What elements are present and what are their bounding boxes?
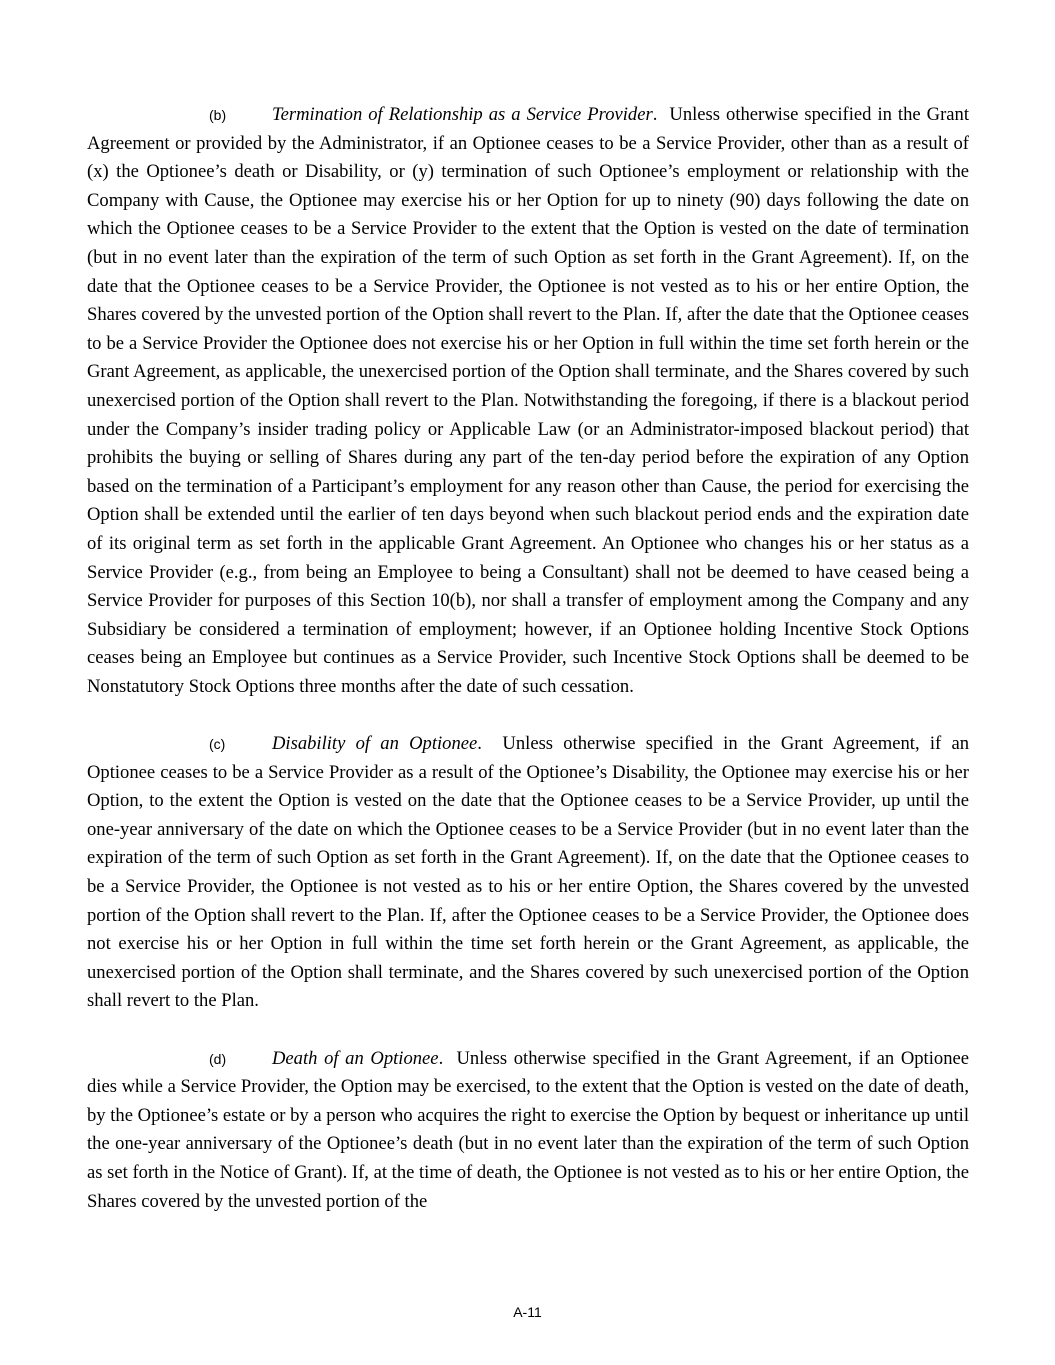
section-d-marker: (d) (209, 1050, 227, 1067)
section-b-paragraph (87, 101, 969, 701)
section-c-heading-punct: . (477, 733, 482, 755)
page-number: A-11 (513, 1304, 542, 1320)
section-d-body: Unless otherwise specified in the Grant Agreement, if an Optionee dies while a Service Provider, the Option may be exercised, to the extent that the Option is vested on the date of death, by the Optionee’s estate or by a person who acquires the right to exercise the Option by bequest or inheritance up until the one-year anniversary of the Optionee’s death (but in no event later than the expiration of the term of such Option as set forth in the Notice of Grant). If, at the time of death, the Optionee is not vested as to his or her entire Option, the Shares covered by the unvested portion of the (87, 1047, 969, 1212)
section-d-paragraph (87, 1045, 969, 1217)
section-d-heading: Death of an Optionee (272, 1047, 439, 1069)
section-c-marker: (c) (209, 736, 226, 753)
section-c-heading: Disability of an Optionee (272, 733, 478, 755)
section-c-paragraph (87, 730, 969, 1016)
section-d-heading-punct: . (438, 1047, 444, 1069)
section-c-body: Unless otherwise specified in the Grant Agreement, if an Optionee ceases to be a Service Provider as a result of the Optionee’s Disability, the Optionee may exercise his or her Option, to the extent the Option is vested on the date that the Optionee ceases to be a Service Provider, up until the one-year anniversary of the date on which the Optionee ceases to be a Service Provider (but in no event later than the expiration of the term of such Option as set forth in the Grant Agreement). If, on the date that the Optionee ceases to be a Service Provider, the Optionee is not vested as to his or her entire Option, the Shares covered by the unvested portion of the Option shall revert to the Plan. If, after the Optionee ceases to be a Service Provider, the Optionee does not exercise his or her Option in full within the time set forth herein or the Grant Agreement, as applicable, the unexercised portion of the Option shall terminate, and the Shares covered by such unexercised portion of the Option shall revert to the Plan. (87, 733, 969, 1012)
section-b-marker: (b) (209, 107, 227, 123)
section-b-heading-punct: . (652, 104, 658, 125)
section-b-body: Unless otherwise specified in the Grant Agreement or provided by the Administrator, if an Optionee ceases to be a Service Provider, other than as a result of (x) the Optionee’s death or Disability, or (y) termination of such Optionee’s employment or relationship with the Company with Cause, the Optionee may exercise his or her Option for up to ninety (90) days following the date on which the Optionee ceases to be a Service Provider to the extent that the Option is vested on the date of termination (but in no event later than the expiration of the term of such Option as set forth in the Grant Agreement). If, on the date that the Optionee ceases to be a Service Provider, the Optionee is not vested as to his or her entire Option, the Shares covered by the unvested portion of the Option shall revert to the Plan. If, after the date that the Optionee ceases to be a Service Provider the Optionee does not exercise his or her Option in full within the time set forth herein or the Grant Agreement, as applicable, the unexercised portion of the Option shall terminate, and the Shares covered by such unexercised portion of the Option shall revert to the Plan. Notwithstanding the foregoing, if there is a blackout period under the Company’s insider trading policy or Applicable Law (or an Administrator-imposed blackout period) that prohibits the buying or selling of Shares during any part of the ten-day period before the expiration of any Option based on the termination of a Participant’s employment for any reason other than Cause, the period for exercising the Option shall be extended until the earlier of ten days beyond when such blackout period ends and the expiration date of its original term as set forth in the applicable Grant Agreement. An Optionee who changes his or her status as a Service Provider (e.g., from being an Employee to being a Consultant) shall not be deemed to have ceased being a Service Provider for purposes of this Section 10(b), nor shall a transfer of employment among the Company and any Subsidiary be considered a termination of employment; however, if an Optionee holding Incentive Stock Options ceases being an Employee but continues as a Service Provider, such Incentive Stock Options shall be deemed to be Nonstatutory Stock Options three months after the date of such cessation. (87, 104, 969, 697)
section-b-heading: Termination of Relationship as a Service Provider (272, 104, 653, 125)
document-page (87, 101, 969, 1216)
